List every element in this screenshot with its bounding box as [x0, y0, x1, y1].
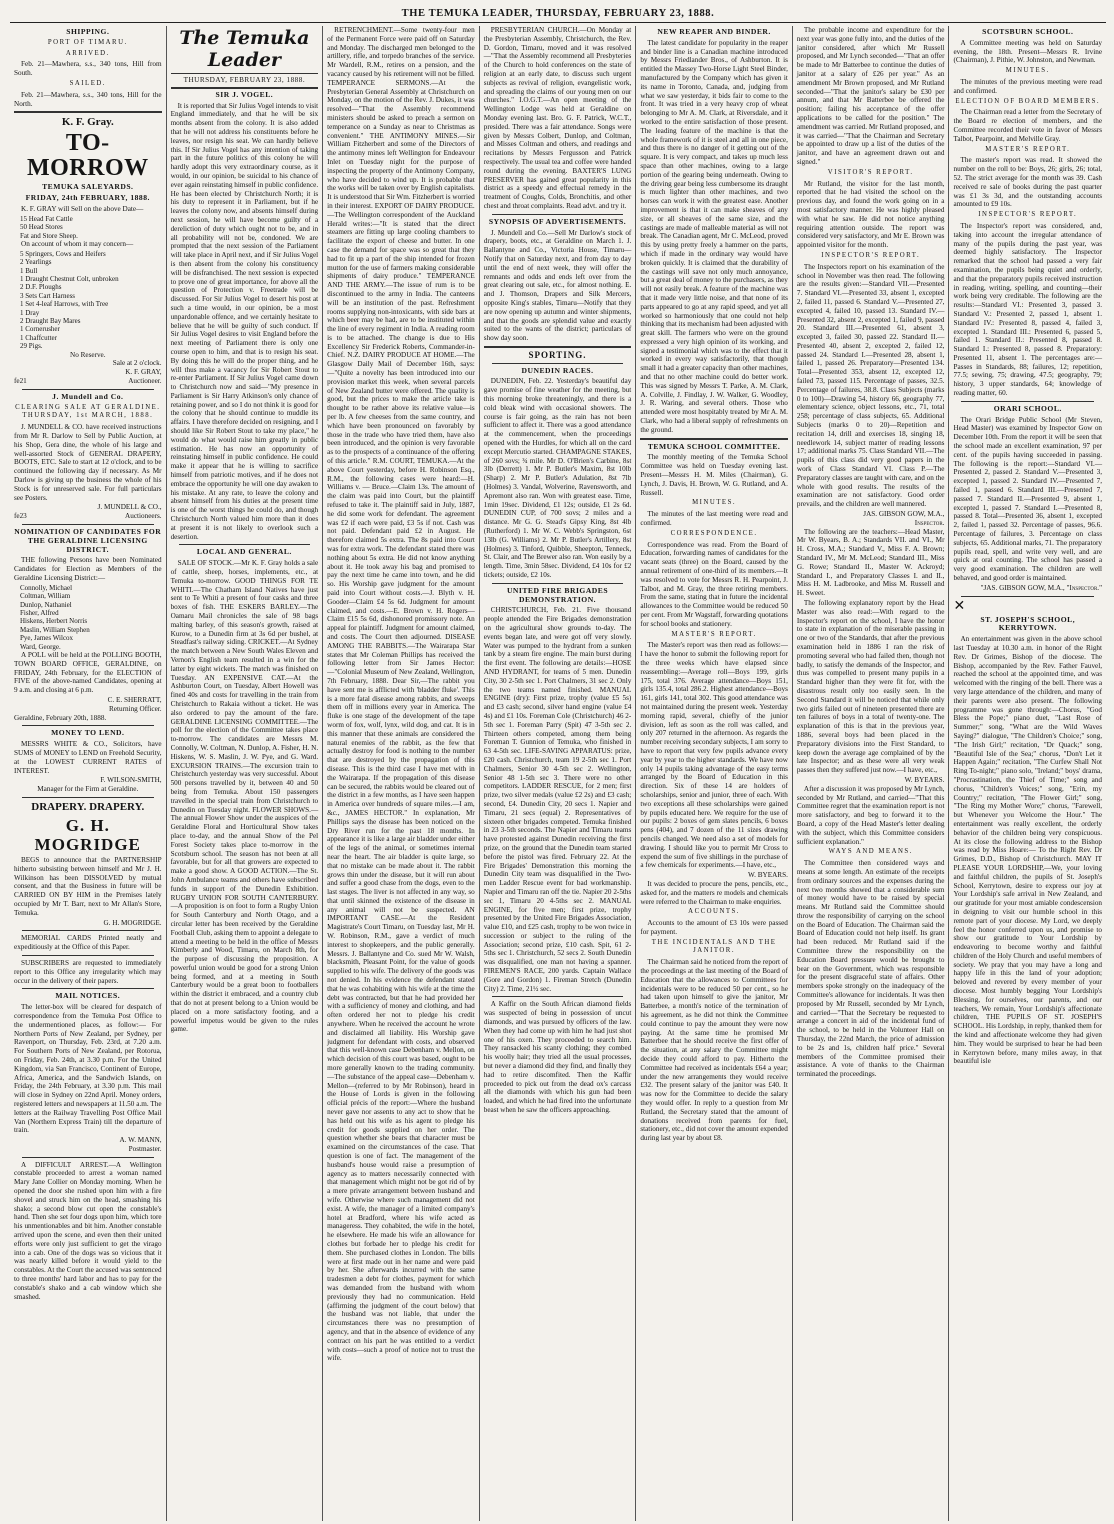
committee-heading: TEMUKA SCHOOL COMMITTEE.: [647, 441, 781, 451]
vogel-heading: SIR J. VOGEL.: [215, 89, 274, 99]
mail-text: The letter-box will be cleared for despatch of correspondence from the Temuka Post Office to the undermentioned places, as follow:— For Northern Ports of New Zealand, per Sydney, per Ravenport, on Thursday, Feb. 23rd, at 7.20 a.m. For Southern Ports of New Zealand, per Rotorua, on Friday, Feb. 24th, at 3.30 p.m. For the United Kingdom, via San Francisco, Continent of Europe, Africa, America, and the Sandwich Islands, on Friday, the 24th February, at 3.30 p.m. This mail will close in Sydney on 22nd April. Money orders, registered letters and newspapers at 11.50 a.m. The letters at the Railway Travelling Post Office Mail Van (Northern Express Train) till the departure of train.: [14, 1003, 162, 1135]
gray-intro: K. F. GRAY will Sell on the above Date—: [21, 204, 144, 213]
list-item: 15 Head Fat Cattle: [20, 214, 73, 223]
column-6: [793, 26, 950, 1521]
nomination-heading: NOMINATION OF CANDIDATES FOR THE GERALDINE LICENSING DISTRICT.: [14, 527, 162, 554]
column-7: [949, 26, 1106, 1521]
minutes-text: The minutes of the last meeting were read and confirmed.: [640, 510, 788, 528]
scotsburn-master-label: MASTER'S REPORT.: [985, 145, 1071, 153]
subscribers-text: SUBSCRIBERS are requested to immediately report to this Office any irregularity which may occur in the delivery of their papers.: [14, 958, 162, 985]
discussion-text: After a discussion it was proposed by Mr Lynch, seconded by Mr Rutland, and carried—"That this Committee regret that the examination report is not more satisfactory, and beg to forward it to the Board, a copy of the Head Master's letter dealing with the subject, which this Committee considers sufficient explanation.": [796, 784, 945, 846]
local-continued-text: RETRENCHMENT.—Some twenty-four men of the Permanent Force were paid off on Saturday and Monday. The discharged men belonged to the artillery, rifle, and torpedo branches of the service. Mr Wardell, R.M., retires on a pension, and the vacancy caused by his retirement will not be filled. TEMPERANCE SERMONS.—At the Presbyterian General Assembly at Christchurch on Monday, on the motion of the Rev. J. Dukes, it was resolved—"That the Assembly recommend ministers should be asked to preach a sermon on temperance on a Sunday as near to Christmas as convenient." THE ANTIMONY MINES.—Sir William Fitzherbert and some of the Directors of the antimony mines left Wellington for Endeavour Inlet on Tuesday night for the purpose of inspecting the property of the Antimony Company, who have decided to wind up. It is probable that the works will be taken over by English capitalists. It is understood that Sir Wm. Fitzherbert is worried in their interest. EXPORT OF DAIRY PRODUCE.—The Wellington correspondent of the Auckland Herald writes:—"It is stated that the direct steamers are fitting up large cooling chambers to facilitate the export of cheese and butter. In one case the demand for space was so great that they had to fit up a part of the ship intended for frozen mutton for the use of farmers making considerable shipments of dairy produce." TEMPERANCE AND THE ARMY.—The issue of rum is to be discontinued to the army in India. The canteens will be an institution of the past. Refreshment rooms supplying non-intoxicants, with side bars at which beer may be had, are to be instituted within the line of every regiment in India. A reading room is to be attached. The change is due to His Excellency Sir Frederick Roberts, Commander-in-Chief. N.Z. DAIRY PRODUCE AT HOME.—The Glasgow Daily Mail of December 16th, says:—"Quite a novelty has been introduced into our provision market this week, when several parcels of New Zealand butter were offered. The quality is good, but the prices to make the article take is thought to be rather above its relative value—is per lb. A few cheeses from the same country, and which have been pronounced on favorably by those in the trade who have tried them, have also been introduced, and the opinion is very favorable as to the prospects of a continuance of the offering of this article." R.M. COURT, TEMUKA.—At the above Court yesterday, before H. Robinson Esq., R.M., the following cases were heard:—H. Williams v. — Bruce.—Claim 13s. The amount of the claim was paid into Court, but the plaintiff refused to take it. The plaintiff said in July, 1887, he did some work for defendant. The agreement was £2 if each were paid, £3 5s if not. Cash was not paid. Defendant paid £2 in August. He therefore claimed 5s extra. The 8s paid into Court was for extra work. The defendant stated there was nothing about 5s extra. He did not know anything about it. He took away his bag and promised to pay the next time he came into town, and he did so. His Worship gave judgment for the amount paid into Court without costs.—J. Blyth v. H. Gooder—Claim £4 5s 6d. Judgment for amount claimed, and costs.—E. Brown v. H. Rogers—Claim £15 5s 6d, dishonored promissory note. An appeal for plaintiff. Judgment for amount claimed, and costs. The Court then adjourned. DISEASE AMONG THE RABBITS.—The Wairarapa Star states that Mr Coleman Phillips has received the following letter from Sir James Hector:—"Colonial Museum of New Zealand, Wellington, 7th February, 1888. Dear Sir,—The rabbit you have sent me is afflicted with 'bladder fluke'. This is a more fatal disease among rabbits, and sweeps them off in millions every year in America. The fluke is one stage of the development of the tape worm of fox, wolf, lynx, wild dog, and cat. It is in this manner that these animals are considered the natural enemies of the rabbit, as the few that actually destroy for food is nothing to the number that are destroyed by the propagation of this disease. This is the third case I have met with in the Wairarapa. If the propagation of this disease can be secured, the rabbits would be cleared out of the district in a few months, as I have seen happen in America over hundreds of square miles.—I am, &c., JAMES HECTOR." In explanation, Mr Phillips says the disease has been noticed on the Dry River run for the past 18 months. In appearance it is like a large air bladder under either of the legs of the animal, or sometimes internal near the heart. The air bladder is quite large, so that no mistake can be made about it. The rabbit grows thin under the disease, but it will run about and suffer a good chase from the dogs, even to the last stages. The liver is not affected in any way, so that until skinned the existence of the disease in any animal will not be suspected. AN IMPORTANT CASE.—At the Resident Magistrate's Court Timaru, on Tuesday last, Mr H. W. Robinson, R.M., gave a verdict of much interest to shopkeepers, and the public generally. Messrs. J. Ballantyne and Co. sued Mr W. Walsh, blacksmith, Pleasant Point, for the value of goods supplied to his wife. The delivery of the goods was not denied. In his evidence the defendant stated that he was cohabiting with his wife at the time the debt was contracted, but that he had provided her with a sufficiency of money and clothing, and had often ordered her not to pledge his credit anywhere. When he received the account he wrote and disclaimed all liability. His Worship gave judgment for defendant with costs, and observed that this well-known case Debenham v. Mellon, on which decision of this court was based, ought to be more generally known to the trading community.—The substance of the appeal case—Debenham v. Mellon—(referred to by Mr Robinson), heard in the House of Lords is given in the following official précis of the report:—Where the husband never gave nor assents to any act to show that he has held out his wife as his agent to pledge his credit for goods supplied on her order. The question whether she bears that character must be examined on the circumstances of the case. That question is one of fact. The management of the husband's house would raise a presumption of agency as to matters necessarily connected with that management which might not be got rid of by a mere private arrangement between husband and wife. Otherwise where such management did not exist. A wife, the manager of a limited company's hotel at Bradford, where his wife acted as manageress. They cohabited, the wife in the hotel, he elsewhere. He made his wife an allowance for clothes but forbade her to pledge his credit for them. She purchased clothes in London. The bills were at first made out in her name and were paid by her. She afterwards incurred with the same tradesmen a debt for clothes, payment for which was demanded from the husband with whom previously they had no communication. Held (affirming the judgment of the court below) that the husband was not liable, that under the circumstances there was no presumption of agency, and that in the absence of evidence of any contract on his part he was entitled to a verdict with costs—such a proof of notice not to trust the wife.: [327, 26, 475, 1363]
inspector-label: INSPECTOR'S REPORT.: [821, 251, 921, 259]
mogridge-signature: G. H. MOGRIDGE.: [103, 918, 162, 927]
divider: [22, 1157, 154, 1158]
list-item: 2 Draught Bay Mares: [20, 317, 81, 326]
list-item: Connolly, Michael: [20, 583, 73, 592]
minutes-label: MINUTES.: [692, 499, 737, 507]
mundell-heading: J. Mundell and Co.: [52, 391, 124, 401]
janitor-text: The probable income and expenditure for the next year was gone fully into, and the duties of the janitor considered, after which Mr Russell proposed, and Mr Lynch seconded—"That an offer be made to Mr Batterbee to continue the duties of janitor at a salary of £26 per year." As an amendment Mr Brown proposed, and Mr Rutland seconded—"That the janitor's salary be £30 per annum, and that Mr Batterbee be offered the position; failing his acceptance of the offer applications to be called for the position." The amendment was carried. Mr Rutland proposed, and it was carried—"That the Chairman and Secretary be appointed to draw up a list of the duties of the janitor, and have an agreement drawn out and signed.": [796, 26, 945, 166]
list-item: Ward, George.: [20, 642, 61, 651]
list-item: 1 Chaffcutter: [20, 333, 57, 342]
divider: [22, 930, 154, 931]
pencils-text: It was decided to procure the pens, pencils, etc., asked for, and the matters re models and chemicals were referred to the Chairman to make enquiries.: [640, 879, 788, 906]
local-heading: LOCAL AND GENERAL.: [196, 547, 292, 557]
byears-signature: W. BYEARS.: [748, 871, 788, 880]
list-item: 1 Bull: [20, 266, 38, 275]
mail-heading: MAIL NOTICES.: [55, 991, 121, 1001]
divider: [492, 583, 624, 584]
list-item: 1 Draught Chestnut Colt, unbroken: [20, 275, 119, 283]
divider: [22, 955, 154, 956]
arrived-label: ARRIVED.: [65, 49, 110, 57]
money-text: MESSRS WHITE & CO., Solicitors, have SUMS of MONEY to LEND on Freehold Security, at the LOWEST CURRENT RATES of INTEREST.: [14, 740, 162, 775]
binder-heading: NEW REAPER AND BINDER.: [657, 27, 771, 36]
synopsis-text: J. Mundell and Co.—Sell Mr Darlow's stock of drapery, boots, etc., at Geraldine on March 1. J. Ballantyne and Co., Victoria House, Timaru—Notify that on Saturday next, and from day to day until the end of next week, they will offer the remnants and odds and ends left over from the great clearing out sale, etc., for almost nothing. E. and J. Thomson, Drapers and Silk Mercers, opposite King's stables, Timaru—Notify that they are now opening up autumn and winter shipments, and that the goods are splendid value and exactly suited to the wants of the district; particulars of show day soon.: [483, 228, 632, 343]
nomination-text: THE following Persons have been Nominated Candidates for Election as Members of the Geraldine Licensing District:—: [14, 556, 162, 582]
news-items-text: PRESBYTERIAN CHURCH.—On Monday at the Presbyterian Assembly, Christchurch, the Rev. D. Gordon, Timaru, moved and it was resolved—"That the Assembly recommend all Presbyteries of the Church to hold conferences on the state of religion at an early date, to discuss such urgent subjects as revival of religion, evangelistic work, and spreading the claims of our young men on our churches." I.O.G.T.—An open meeting of the Wellington Lodge was held at Geraldine on Monday evening last. Bro. G. F. Patrick, W.C.T., presided. There was a fair attendance. Songs were given by Messrs Colbert, Dunlop, and Coltman, and Misses Coltman and others, and readings and recitations by Messrs Fergusson and Patrick respectively. The usual tea and coffee were handed round during the evening. BAXTER'S LUNG PRESERVER has gained great popularity in this district as a speedy and effectual remedy in the treatment of Coughs, Colds, Bronchitis, and other chest and throat complaints. Read advt. and try it.: [483, 26, 632, 210]
scotsburn-text: A Committee meeting was held on Saturday evening, the 18th. Present—Messrs R. Irvine (Chairman), J. Pithie, W. Johnston, and Newman.: [953, 38, 1103, 65]
geraldine-date: Geraldine, February 20th, 1888.: [14, 713, 107, 722]
clearing-text: J. MUNDELL & CO. have received instructions from Mr R. Darlow to Sell by Public Auction, at his Shop, Gera dine, the whole of his large and well-assorted Stock of GENERAL DRAPERY, BOOTS, ETC. Sale to start at 12 o'clock, and to be continued the following day if necessary. As Mr Darlow is giving up the business the whole of his Stock is for unreserved sale. For full particulars see Posters.: [14, 423, 162, 502]
scotsburn-inspector-text: The Inspector's report was considered, and, taking into account the irregular attendance of many of the pupils during the past year, was deemed highly satisfactory. The Inspector remarked that the school had passed a very fair examination, the pupils being quiet and orderly, and that the preparatory pupils received instruction in reading, writing, spelling, and counting—their work being very creditable. The following are the results:—Standard VI.: Presented 3, passed 3. Standard V.: Presented 2, passed 1, absent 1. Standard IV.: Presented 8, passed 4, failed 3, excepted 1. Standard III.: Presented 6, passed 5, failed 1. Standard II.: Presented 8, passed 8. Standard I.: Presented 8, passed 8. Preparatory: Presented 11, absent 1. The percentages are:—Passes in Standards, 88; failures, 12; repetition, 77.5; sewing, 75; drawing, 47.5; geography, 79; history, 3 upper standards, 64; knowledge of reading matter, 60.: [953, 221, 1103, 398]
divider: [961, 401, 1094, 402]
list-item: Fat and Store Sheep.: [20, 231, 78, 240]
correspondence-label: CORRESPONDENCE.: [670, 529, 758, 537]
sherratt-signature: C. E. SHERRATT,: [107, 696, 162, 705]
committee-intro: The monthly meeting of the Temuka School Committee was held on Tuesday evening last. Present—Messrs H. M. Miles (Chairman), G. Lynch, J. Davis, H. Brown, W. G. Rutland, and A. Russell.: [640, 453, 788, 497]
gow-role: Inspector.: [914, 518, 945, 527]
list-item: 50 Head Stores: [20, 223, 63, 232]
columns: [10, 26, 1106, 1521]
sale-time: Sale at 2 o'clock.: [112, 359, 162, 368]
races-heading: DUNEDIN RACES.: [521, 365, 594, 375]
list-item: 1 Dray: [20, 308, 40, 317]
correspondence-text: Correspondence was read. From the Board of Education, forwarding names of candidates for the vacant seats (three) on the Board, caused by the annual retirement of one-third of its members.—It was resolved to vote for Messrs R. H. Pearpoint, J. Talbot, and M. Gray, the three retiring members. From the same, stating that in future the incidental allowances to the Committee would be reduced 50 per cent. From Mr Wagstaff, forwarding quotations for school books and stationery.: [640, 540, 788, 628]
column-2: [167, 26, 324, 1521]
master-report-label: MASTER'S REPORT.: [671, 630, 757, 638]
wilson-role: Manager for the Firm at Geraldine.: [37, 785, 139, 794]
byears-signature: W. BYEARS.: [904, 775, 945, 784]
postmaster-label: Postmaster.: [128, 1144, 162, 1153]
gray-signature: K. F. GRAY,: [125, 368, 162, 377]
stjoseph-heading: ST. JOSEPH'S SCHOOL, KERRYTOWN.: [980, 614, 1076, 633]
wilson-signature: F. WILSON-SMITH,: [100, 776, 162, 785]
running-head: THE TEMUKA LEADER, THURSDAY, FEBRUARY 23, 1888.: [10, 6, 1106, 23]
sailed-label: SAILED.: [69, 79, 106, 87]
list-item: 5 Springers, Cows and Heifers: [20, 249, 106, 258]
masthead: The Temuka Leader: [171, 27, 319, 74]
incidentals-text: The Chairman said he noticed from the report of the proceedings at the last meeting of the Board of Education that the allowances to Committees for incidentals were to be reduced 50 per cent., so he had taken upon himself to give the janitor, Mr Batterbee, a month's notice of the termination of his agreement, as he did not think the Committee could continue to pay the amount they were now paying. At the same time he promised Mr Batterbee that he should receive the first offer of the situation, at any salary the Committee might decide they could afford to pay. Hitherto the Committee had received as incidentals £64 a year; under the new arrangements they would receive £32. The present salary of the janitor was £40. It was now for the Committee to decide the salary they would offer. In reply to a question from Mr Rutland, the Secretary stated that the amount of donations received from parents for fuel, stationery, etc., did not cover the amount expended during last year by about £8.: [640, 958, 788, 1143]
races-text: DUNEDIN, Feb. 22. Yesterday's beautiful day gave promise of fine weather for the meeting, but this morning broke threateningly, and there is a cold bleak wind with occasional showers. The course is fair going, as the rain has not been sufficient to affect it. There was a good attendance at the commencement, when the proceedings opened with the Hurdles, for which all on the card except Mercutio started. CHAMPAGNE STAKES, of 260 sovs; ¾ mile. Mr D. O'Brien's Carbine, 8st 3lb (Derrett) 1. Mr P. Butler's Maxim, 8st 10lb (Sharp) 2. Mr P. Butler's Adulation, 8st 7lb (Holmes) 3. Vandal, Wolverine, Ravensworth, and Apremont also ran. Won with greatest ease. Time, 1min 19sec. Dividend, £1 12s; outside, £1 2s 6d. DUNEDIN CUP, of 700 sovs; 2 miles and a distance. Mr G. G. Stead's Gipsy King, 8st 4lb (Rutherford) 1. Mr W. C. Webb's Springston, 6st 13lb (G. Williams) 2. Mr P. Butler's Artillery, 8st (Holmes) 3. Tinford, Quibble, Sheepton, Tenneck, St. Clair, and The Brewer also ran. Won easily by a length. Time, 3min 58sec. Dividend, £4 10s for £2 tickets; outside, £2 10s.: [483, 377, 632, 580]
divider: [961, 596, 1094, 597]
memorial-text: MEMORIAL CARDS Printed neatly and expeditiously at the Office of this Paper.: [14, 934, 162, 952]
divider: [22, 389, 154, 390]
tomorrow-heading: TO-MORROW: [26, 130, 149, 182]
accounts-label: ACCOUNTS.: [688, 908, 741, 916]
divider: [14, 111, 162, 113]
explanatory-text: The following explanatory report by the Head Master was also read:—With regard to the Inspector's report on the school, I have the honor to state in explanation of the miserable passing in one or two of the Standards, that after the previous examination held in 1886 I ran the risk of promoting several who had failed then, though not badly, to satisfy the demands of the Inspector, and thus was compelled to present many pupils in a Standard higher than they were fit for, with the disastrous result only too easily seen. In the Second Standard it will be noticed that while only two girls failed out of nineteen presented there are ten failures of boys in a total of twenty-one. The explanation of this is that in the previous year, 1886, several boys had been placed in the Preparatory divisions into the First Standard, to keep down the average age complained of by the late Inspector; and as these were all very weak passes then they suffered just now.—I have, etc.,: [796, 599, 945, 775]
poll-text: A POLL will be held at the POLLING BOOTH, TOWN BOARD OFFICE, GERALDINE, on FRIDAY, 24th February, for the ELECTION of FIVE of the above-named Candidates, opening at 9 a.m. and closing at 6 p.m.: [14, 651, 162, 695]
list-item: 29 Pigs.: [20, 342, 43, 351]
stock-list: [14, 215, 162, 240]
stjoseph-text: An entertainment was given in the above school last Tuesday at 10.30 a.m. in honor of the Right Rev. Dr Grimes, Bishop of the diocese. The Bishop, accompanied by the Rev. Father Fauvel, reached the school at the appointed time, and was welcomed with the ringing of the bell. There was a very large attendance of the children, and many of their parents were also present. The following programme was gone through:—Chorus, "God Bless the Pope;" piano duet, "Last Rose of Summer;" song, "What are the Wild Waves Saying?" dialogue, "The Children's Choice;" song, "The Irish Girl;" recitation, "Dr Quack;" song, "Beautiful Isle of the Sea;" chorus, "Don't Let it Happen Again;" recitation, "The Curfew Shall Not Ring To-night;" piano solo, "Ireland;" boys' drama, "Procrastination, the Thief of Time;" song and chorus, "Children's Voices;" song, "Erin, my Country;" recitation, "The Flower Girl;" song, "The Ring my Mother Wore;" chorus, "Farewell, but Whenever you Welcome the Hour." The entertainment was really excellent, the orderly behavior of the children being very conspicuous. At its close the following address to the Bishop was read by Miss Hoare:— To the Right Rev. Dr Grimes, D.D., Bishop of Christchurch. MAY IT PLEASE YOUR LORDSHIP,—We, your loving and faithful children, the pupils of St. Joseph's School, Kerrytown, desire to express our joy at Your Lordship's safe arrival in New Zealand, and our gratitude for your most amiable condescension in deigning to visit our humble school in this remote part of your diocese. My Lord, we deeply feel the honor conferred upon us, and promise to show our gratitude to Your Lordship by endeavoring to become worthy and faithful children of the Holy Church and useful members of society. We pray that you may have a long and happy life in this the land of your adoption; beloved and revered by every member of your diocese. Most humbly begging Your Lordship's Blessing, for ourselves, our parents, and our teachers, We remain, Your Lordship's affectionate children, THE PUPILS OF ST. JOSEPH'S SCHOOL. His Lordship, in reply, thanked them for the kind and affectionate welcome they had given him. They would be surprised to hear he had been in Kerrytown before, many miles away, in that beautiful isle: [953, 635, 1103, 1066]
divider: [22, 524, 154, 525]
list-item: Maslin, William Stephen: [20, 625, 90, 634]
divider: [22, 725, 154, 726]
no-reserve: No Reserve.: [70, 350, 106, 359]
auctioneers-label: Auctioneers.: [125, 512, 162, 521]
scotsburn-master-text: The master's report was read. It showed the number on the roll to be: Boys, 26; girls, 26; total, 52. The strict average for the month was 39. Cash received re sale of books during the past quarter was £1 3s 3d, and the outstanding accounts amounted to £9 10s.: [953, 156, 1103, 209]
list-item: 3 Sets Cart Harness: [20, 291, 76, 300]
teachers-text: The following are the teachers:—Head Master, Mr W. Byears, B. A.; Standards VII. and VI., Mr H. Cross, M.A.; Standard V., Miss F. A. Brown; Standard IV., Mr M. McLeod; Standard III., Miss G. Rowe; Standard II., Master W. Ackroyd; Standard I., and Preparatory Classes I. and II., Miss H. M. Ladbrooke, and Miss M. Russell and H. Sweet.: [796, 527, 945, 598]
vogel-text: It is reported that Sir Julius Vogel intends to visit England immediately, and that he will be six months absent from the colony. It is also added that he will not address his constituents before he leaves, nor resign his seat. We can hardly believe this. If Sir Julius Vogel has any intention of taking part in the future politics of this colony he will hardly adopt this very extraordinary course, as it would, in our opinion, be suicidal to his chance of ever again reinstating himself in public confidence. He has been elected by Christchurch North; it is his duty to represent it in Parliament, but if he leaves the colony now, and absents himself during next session, he will have become guilty of a dereliction of duty which ought not to be, and in all probability will not be, condoned. We are prompted that the next session of the Parliament will take place in April next, and if Sir Julius Vogel is then absent from the colony his constituency will be disfranchised. The next session is expected to prove one of great importance, for above all the question of Protection v. Freetrade will be discussed. For Sir Julius Vogel to desert his post at such a time would, in our opinion, be a most unpardonable offence, and we certainly hesitate to believe that he will be guilty of such conduct. If Sir Julius Vogel desires to visit England before the next meeting of Parliament there is only one course open to him, and that is to resign his seat. By doing this he will do the proper thing, and he will thus make a vacancy for Sir Robert Stout to re-enter Parliament. If Sir Julius Vogel came down to Christchurch now and said—"My presence in Parliament is Sir Harry Atkinson's only chance of retaining power, and so I do not think it is good for the colony that he should continue to muddle its affairs. I have therefore decided on resigning, and I should like Sir Robert Stout to take my place," he would do what would raise him greatly in public estimation. He has now an opportunity of reinstating himself in public confidence. He could make it appear that he is willing to sacrifice himself from patriotic motives, and if he does not embrace the opportunity he will one day awaken to his mistake. At any rate, to leave the colony and absent himself from his duties at the present time is one of the worst things he could do, and though Christchurch North valued him more than it does at present it is not likely to overlook such a desertion.: [170, 101, 319, 541]
drapery-heading: DRAPERY. DRAPERY.: [31, 800, 145, 813]
scotsburn-heading: SCOTSBURN SCHOOL.: [982, 27, 1074, 36]
mundell-signature: J. MUNDELL & CO.,: [97, 503, 162, 512]
list-item: 2 D.F. Ploughs: [20, 283, 62, 292]
visitor-text: Mr Rutland, the visitor for the last month, reported that he had visited the school on the previous day, and found the work going on in a most satisfactory manner. He was highly pleased with what he saw. He did not notice anything requiring attention outside. The report was considered very satisfactory, and Mr E. Brown was appointed visitor for the month.: [796, 179, 945, 250]
mann-signature: A. W. MANN,: [119, 1136, 162, 1145]
list-item: 2 Yearlings: [20, 258, 52, 267]
on-account: On account of whom it may concern—: [21, 239, 134, 248]
list-item: Coltman, William: [20, 592, 71, 601]
sailed-text: Feb. 21—Mawhera, s.s., 340 tons, Hill for the North.: [14, 90, 162, 108]
fire-text: CHRISTCHURCH, Feb. 21. Five thousand people attended the Fire Brigades demonstration on the agricultural show grounds to-day. The events began late, and were got off very slowly. Water was pumped to the hydrant from a sunken tank by a steam fire engine. The main burst during the first event. The following are details:—HOSE AND HYDRANT, for teams of 5 men. Dunedin City, 30 2-5th sec 1. Port Chalmers, 31 sec 2. Only the two teams named finished. MANUAL ENGINE (dry): First prize, trophy (value £5 5s) and £3 cash; second, silver hand engine (value £4 4s) and £1 10s. Foreman Cole (Christchurch) 46 2-5th sec 1. Foreman Parry (Spit) 47 3-5th sec 2. Thirteen others competed, among them being Foreman T. Gunnion of Temuka, who finished in 63 4-5th sec. LIFE-SAVING APPARATUS: prize, £20 cash. Christchurch, team 19 2-5th sec 1. Port Chalmers, Senior 30 4-5th sec 2. Wellington, Senior 48 1-5th sec 3. There were no other competitors. LADDER RESCUE, for 2 men; first prize, two silver medals (value £2 2s) and £3 cash; second, £4. Dunedin City, 20 secs 1. Napier and Timaru, 21 secs (equal) 2. Representatives of sixteen other brigades competed. Temuka finished in 23 3-5th seconds. The Napier and Timaru teams have protested against Dunedin receiving the first prize, on the ground that the Dunedin team started before the pistol was fired. February 22. At the Fire Brigades' Demonstration this morning the Dunedin City team was disqualified in the Two-men Ladder Rescue event for bad workmanship. Napier and Timaru ran off the tie. Napier 20 2-5ths sec 1, Timaru 20 4-5ths sec 2. MANUAL ENGINE, for five men; first prize, trophy presented by the United Fire Brigades Association, value £10, and £25 cash, trophy to be won twice in succession or subject to the ruling of the Association; second prize, £10 cash. Spit, 61 2-5ths sec 1. Christchurch, 52 secs 2. South Dunedin was disqualified, one man not having a spanner. FIREMEN'S RACE, 200 yards. Captain Wallace (Gore and Gordon) 1. Fireman Stretch (Dunedin City) 2. Time, 21½ sec.: [483, 606, 632, 993]
list-item: 1 Cornerusher: [20, 325, 60, 334]
inspector-text: The Inspectors report on his examination of the school in November was then read. The following are the results given:—Standard VII.—Presented 7. Standard VI.—Presented 33, absent 1, excepted 2, failed 11, passed 6. Standard V.—Presented 27, excepted 4, failed 10, passed 13. Standard IV.—Presented 32, absent 2, excepted 1, failed 9, passed 20. Standard III.—Presented 61, absent 3, excepted 3, failed 30, passed 22. Standard II.—Presented 40, absent 2, excepted 2, failed 12, passed 24. Standard I.—Presented 28, absent 1, failed 1, passed 26. Preparatory—Presented 134. Total—Presented 353, absent 12, excepted 12, failed 73, passed 115. Percentage of passes, 32.5. Percentage of failures, 38.8. Class Subjects (marks 0 to 100)—Drawing 54, history 66, geography 77, elementary science, object lessons, etc., 71, total 258; percentage of class subjects, 65. Additional Subjects (marks 0 to 20)—Repetition and recitation 14, drill and exercises 18, singing 18, needlework 14, subject matter of reading lessons 17; additional marks 75. Class Standard VII.—The pupils of this class did very good papers in the work of Class Standard VI. Class P.—The Preparatory classes are taught with care, and on the whole with good results. The results of the examination are not satisfactory. Good order prevails, and the children are well mannered.: [796, 262, 945, 509]
mogridge-heading: G. H. MOGRIDGE: [34, 815, 141, 854]
divider: [492, 363, 624, 364]
divider: [22, 797, 154, 798]
scotsburn-minutes-label: MINUTES.: [1005, 67, 1050, 75]
gray-footer: [14, 377, 162, 386]
gow-signature: JAS. GIBSON GOW, M.A.,: [863, 510, 945, 519]
ad-code: fe21: [14, 377, 27, 386]
ways-label: WAYS AND MEANS.: [828, 848, 913, 856]
list-item: Pye, James Wilcox: [20, 634, 74, 643]
column-3: [323, 26, 480, 1521]
divider: [22, 988, 154, 989]
divider: [492, 996, 624, 997]
mogridge-text: BEGS to announce that the PARTNERSHIP hitherto subsisting between himself and Mr J. H. Wilkinson has been DISSOLVED by mutual consent, and that the Business in future will be CARRIED ON BY HIM in the Premises lately occupied by Mr T. Barr, next to Mr Allan's Store, Temuka.: [14, 855, 162, 917]
port-heading: PORT OF TIMARU.: [47, 38, 128, 46]
ways-text: The Committee then considered ways and means at some length. An estimate of the receipts from ordinary sources and the expenses during the next two months showed that a considerable sum of money would have to be raised by special means. Mr Rutland said the Committee should throw the responsibility of carrying on the school on the Board of Education. The Chairman said the Board of Education could not help itself. Its grant had been reduced. Mr Rutland said if the Committee threw the responsibility on the Education Board pressure would be brought to bear on the Government, which was responsible for the present disgraceful state of affairs. Other members spoke strongly on the inadequacy of the Committee's allowance for incidentals. It was then proposed by Mr Russell, seconded by Mr Lynch, and carried—"That the Secretary be requested to arrange a concert in aid of the incidental fund of the school, to be held in the Volunteer Hall on Thursday, the 22nd March, the price of admission to be 2s and 1s, children half price." Several members of the Committee promised their assistance. A vote of thanks to the Chairman terminated the proceedings.: [796, 859, 945, 1079]
cross-mark: ✕: [953, 598, 966, 614]
divider: [179, 544, 311, 545]
scotsburn-minutes-text: The minutes of the previous meeting were read and confirmed.: [953, 77, 1103, 95]
synopsis-heading: SYNOPSIS OF ADVERTISEMENTS.: [488, 216, 627, 226]
column-1: [10, 26, 167, 1521]
list-item: Hiskens, Herbert Norris: [20, 617, 88, 626]
kaffir-text: A Kaffir on the South African diamond fields was suspected of being in possession of uncut diamonds, and was pursued by officers of the law. When they had come up with him he had just shot one of his oxen. They proceeded to search him. They ransacked his scanty clothing; they combed his woolly hair; they tried all the usual processes, but never a diamond did they find, and finally they had to retire discomfited. Then the Kaffir proceeded to pick out from the dead ox's carcass all the diamonds with which his gun had been loaded, and which he had fired into the unfortunate beast when he saw the officers approaching.: [483, 1000, 632, 1115]
binder-text: The latest candidate for popularity in the reaper and binder line is a Canadian machine introduced by Messrs Friedlander Bros., of Ashburton. It is entitled the Massey Two-Horse Light Steel Binder, manufactured by the Company which has given it its name in Toronto, Canada, and, judging from what we saw yesterday, it bids fair to come to the front. It was tried in a very heavy crop of wheat belonging to Mr A. M. Clark, at Riversdale, and it worked to the entire satisfaction of those present. The leading feature of the machine is that the whole framework of it is steel and all in one piece, and thus there is no danger of it getting out of the square. It is very compact, and takes up much less space than other machines, owing to a large portion of the gearing being underneath. Owing to the driving gear being less cumbersome its draught is much lighter than other machines, and two horses can work it with the greatest ease. Another improvement is that it can make sheaves of any size, or all sheaves of the same size, and the castings are made of malleable material as will not break. The Canadian agent, Mr C. McLeod, proved this by using pretty freely a hammer on the parts, which if made in the ordinary way would have broken quickly. It is claimed that the durability of the castings will save not only much annoyance, but a great deal of money to the purchasers, as they will not easily break. A feature of the machine was that it made very little noise, and that none of its parts appeared to go at any rapid speed, and yet all worked so harmoniously that one could not help thinking that its mechanism had been adjusted with great skill. The farmers who were on the ground expressed a very high opinion of its working, and signed a testimonial which was to the effect that it worked in every way satisfactorily, that though small it had a greater capacity than other machines, and that no other machine could do better work. This was signed by Messrs T. Parke, A. M. Clark, A. Colville, J. Findlay, J. W. Walker, G. Woodley, J. R. Waring, and several others. Those who attended were most hospitably treated by Mr A. M. Clark, who had a liberal supply of refreshments on the ground.: [640, 38, 788, 434]
visitor-label: VISITOR'S REPORT.: [827, 168, 914, 176]
orari-signature: "JAS. GIBSON GOW, M.A., "Inspector.": [980, 583, 1103, 592]
list-item: 1 Set 4-leaf Harrows, with Tree: [20, 300, 109, 309]
scotsburn-inspector-label: INSPECTOR'S REPORT.: [978, 211, 1078, 219]
incidentals-label: THE INCIDENTALS AND THE JANITOR.: [651, 938, 777, 955]
column-5: [636, 26, 793, 1521]
local-text: SALE OF STOCK.—Mr K. F. Gray holds a sale of cattle, sheep, horses, implements, etc., at Temuka to-morrow. GOOD THINGS FOR TE WHITI.—The Chatham Island Natives have just sent to Te Whiti a present of four casks and three boxes of fish. THE ESKERS BARLEY.—The Oamaru Mail chronicles the sale of 98 bags malting barley, of this season's growth, raised at Kurow, to a Dunedin firm at 3s 6d per bushel, at Steadfast's railway siding. CRICKET.—At Sydney the match between a New South Wales Eleven and Vernon's English team resulted in a win for the latter by eight wickets. The match was finished on Tuesday. AN EXPENSIVE CAT.—At the Ashburton Court, on Tuesday, Albert Howell was fined 40s and costs for travelling in the train from Christchurch to Rakaia without a ticket. He was also ordered to pay the amount of the fare. GERALDINE LICENSING COMMITTEE.—The poll for the election of the Committee takes place to-morrow. The candidates are Messrs M. Connolly, W. Coltman, N. Dunlop, A. Fisher, H. N. Hiskens, W. S. Maslin, J. W. Pye, and G. Ward. EXCURSION TRAINS.—The excursion train to Christchurch yesterday was very successful. About 500 persons travelled by it, between 40 and 50 being from Temuka. About 150 passengers travelled in the special train from Christchurch to Dunedin on Tuesday night. FLOWER SHOWS.—The annual Flower Show under the auspices of the Geraldine Floral and Horticultural Show takes place to-day, and the annual Show of the Pel Forest Society takes place to-morrow in the Scotsburn school. The season has not been at all favorable, but for all that growers are expected to make a good show. A GOOD ACTION.—The St. John Ambulance teams and others have subscribed funds in support of the Dunedin Exhibition. RUGBY UNION FOR SOUTH CANTERBURY.—A proposition is on foot to form a Rugby Union for South Canterbury and North Otago, and a circular letter has been received by the Geraldine Football Club, asking them to appoint a delegate to attend a meeting to be held in the office of Messrs Kimberly and Wood, Timaru, on March 8th, for the purpose of discussing the proposition. A powerful union would be good for a strong Union being formed, and at a meeting in South Canterbury would be a great boon to footballers within the district it embraced, and a country club that do not at present belong to a Union would be placed on a more satisfactory footing, and a powerful impetus would be given to the rules game.: [170, 559, 319, 1034]
dateline: THURSDAY, FEBRUARY 23, 1888.: [171, 76, 319, 89]
divider: [492, 214, 624, 215]
master-report-text: The Master's report was then read as follows:— I have the honor to submit the following report for the three weeks which have elapsed since reassembling:—Average roll—Boys 199, girls 175, total 376. Average attendance—Boys 151, girls 135.4, total 286.2. Highest attendance—Boys 161, girls 141, total 302. This good attendance was not maintained during the present week. Yesterday morning rapid, several, chiefly of the junior division, left as soon as the roll was called, and only 207 returned in the afternoon. As regards the number receiving secondary subjects, I am sorry to have to report that very few pupils advance every year by year to the higher standards. We have now only 14 pupils taking advantage of the easy terms arranged by the Board of Education in this direction. Six of these 14 are holders of scholarships, senior and junior, three of each. With two exceptions all these scholarships were gained by pupils educated here. We require for the use of our pupils: 2 boxes of gem slates pencils, 6 boxes pens (404), and 7 dozen of the 11 sizes drawing pencils changed. We need also a set of models for drawing. I should like you to permit Mr Cross to expend the sum of five shillings in the purchase of a few chemicals for experiments.—I have, etc.,: [640, 641, 788, 870]
sporting-heading: SPORTING.: [528, 349, 587, 360]
returning-officer: Returning Officer.: [109, 704, 162, 713]
list-item: Fisher, Alfred: [20, 609, 59, 617]
gray-heading: K. F. Gray.: [61, 116, 114, 129]
items-list: [14, 250, 162, 351]
mundell-footer: [14, 512, 162, 521]
election-text: The Chairman read a letter from the Secretary of the Board re election of members, and the Committee recorded their vote in favor of Messrs Talbot, Pearpoint, and Melville Gray.: [953, 108, 1103, 143]
accounts-text: Accounts to the amount of £3 10s were passed for payment.: [640, 919, 788, 936]
arrest-text: A DIFFICULT ARREST.—A Wellington constable proceeded to arrest a woman named Mary Jane Collier on Monday morning. When he opened the door she rushed upon him with a fire shovel and struck him on the head, smashing his shako; a second blow cut open the constable's hand. Then she set four dogs upon him, which tore his unmentionables and bit him. Another constable arrived upon the scene, and even then their united efforts were only just sufficient to get the virago into a cab. One of the dogs was so vicious that it was nearly killed before it would yield to the constables. At the Court the accused was sentenced to three months' hard labor and has to pay for the constable's shako and a cab window which she smashed.: [14, 1160, 162, 1301]
candidates-list: [14, 584, 162, 651]
arrived-text: Feb. 21—Mawhera, s.s., 340 tons, Hill from South.: [14, 60, 162, 78]
column-4: [480, 26, 637, 1521]
divider: [484, 346, 632, 348]
ad-code: fe23: [14, 512, 27, 521]
auctioneer-label: Auctioneer.: [128, 377, 162, 386]
divider: [640, 438, 788, 440]
friday-heading: FRIDAY, 24th FEBRUARY, 1888.: [25, 193, 150, 203]
orari-heading: ORARI SCHOOL.: [993, 403, 1062, 413]
saleyards-heading: TEMUKA SALEYARDS.: [42, 182, 134, 192]
fire-heading: UNITED FIRE BRIGADES DEMONSTRATION.: [506, 585, 609, 604]
orari-text: The Orari Bridge Public School (Mr Steven, Head Master) was examined by Inspector Gow on December 10th. From the report it will be seen that the school made an excellent examination, 97 per cent. of the pupils having succeeded in passing. The following is the report:—Standard VI.—Presented 2, passed 2. Standard V.—Presented 3, excepted 1, passed 2. Standard IV.—Presented 7, failed 1, passed 6. Standard III.—Presented 7, passed 7. Standard II.—Presented 9, absent 1, excepted 1, passed 7. Standard I.—Presented 8, passed 8. Total—Presented 36, absent 1, excepted 2, failed 1, passed 32. Percentage of passes, 96.6. Percentage of failures, 3. Percentage on class subjects, 65. Additional marks, 71. The preparatory pupils read, spell, and write very well, and are quick at oral counting. The school has passed a very good examination. The children are well behaved, and good order is maintained.: [953, 415, 1103, 583]
list-item: Dunlop, Nathaniel: [20, 600, 72, 609]
clearing-heading: CLEARING SALE AT GERALDINE. THURSDAY, 1st MARCH, 1888.: [15, 403, 161, 420]
money-heading: MONEY TO LEND.: [51, 728, 125, 738]
shipping-heading: SHIPPING.: [66, 27, 110, 36]
election-label: ELECTION OF BOARD MEMBERS.: [955, 97, 1101, 105]
